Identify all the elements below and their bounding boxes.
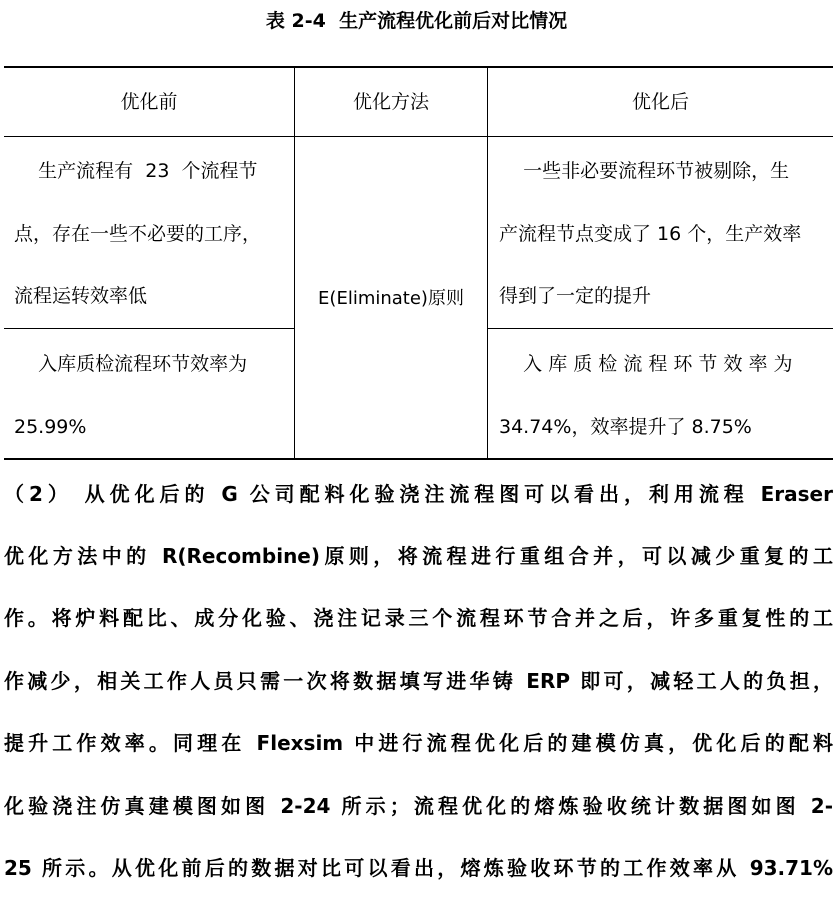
row1-before-line1: 生产流程有 23 个流程节 [14,160,258,182]
table-caption: 表 2-4 生产流程优化前后对比情况 [265,10,568,32]
row1-before-line3: 流程运转效率低 [14,285,148,307]
row2-before-line1: 入库质检流程环节效率为 [14,353,248,375]
row1-after-line1: 一些非必要流程环节被剔除，生 [499,160,790,182]
paragraph-line: 作。将炉料配比、成分化验、浇注记录三个流程环节合并之后，许多重复性的工 [4,606,833,630]
row1-after-line2: 产流程节点变成了 16 个，生产效率 [499,223,802,245]
comparison-table [4,66,833,460]
paragraph-line: 作减少，相关工作人员只需一次将数据填写进华铸 ERP 即可，减轻工人的负担， [4,669,833,693]
row1-before-line2: 点，存在一些不必要的工序， [14,223,262,245]
paragraph-line: 化验浇注仿真建模图如图 2-24 所示；流程优化的熔炼验收统计数据图如图 2- [4,794,833,818]
row2-before-line2: 25.99% [14,416,87,438]
header-after: 优化后 [631,91,689,113]
header-before: 优化前 [120,91,178,113]
row-divider-right [487,328,833,329]
paragraph-line: 提升工作效率。同理在 Flexsim 中进行流程优化后的建模仿真，优化后的配料 [4,731,833,755]
row-divider-left [4,328,294,329]
paragraph-line: 优化方法中的 R(Recombine)原则，将流程进行重组合并，可以减少重复的工 [4,544,833,568]
paragraph-line: （2） 从优化后的 G 公司配料化验浇注流程图可以看出，利用流程 Eraser [4,482,833,506]
row2-after-line1: 入 库 质 检 流 程 环 节 效 率 为 [499,353,793,375]
paragraph-line: 25 所示。从优化前后的数据对比可以看出，熔炼验收环节的工作效率从 93.71% [4,856,833,880]
header-divider [4,136,833,137]
row2-after-line2: 34.74%，效率提升了 8.75% [499,416,752,438]
method-value: E(Eliminate)原则 [318,288,464,309]
row1-after-line3: 得到了一定的提升 [499,285,652,307]
header-method: 优化方法 [352,91,429,113]
